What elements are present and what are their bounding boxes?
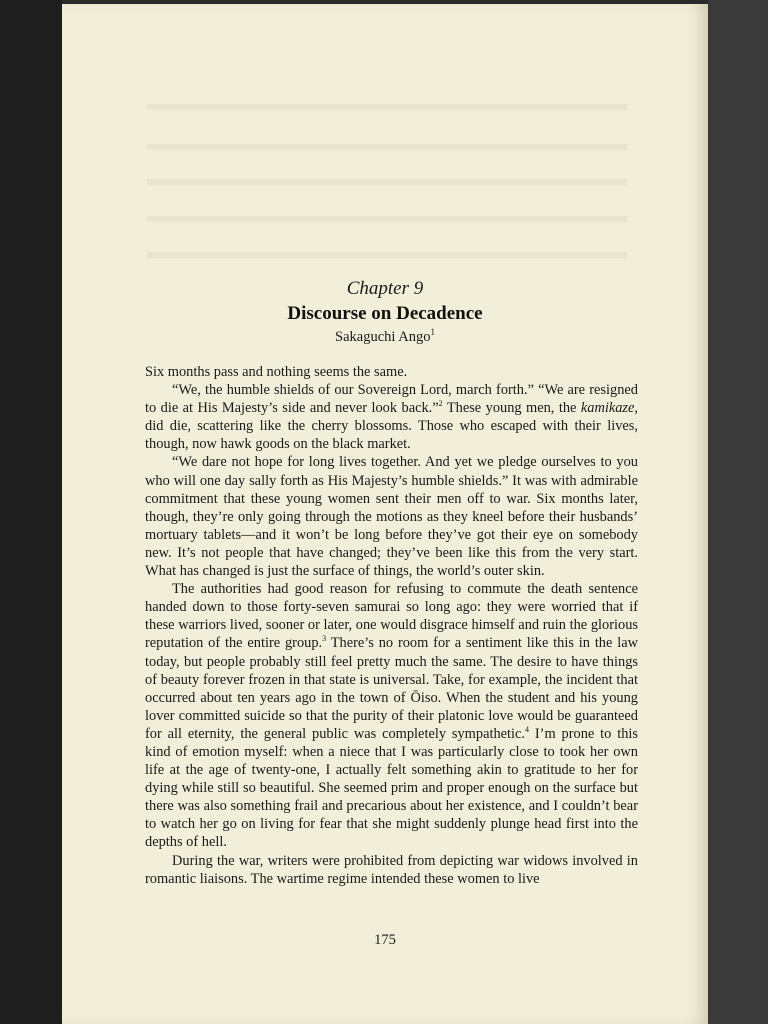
- paragraph-text: “We, the humble shields of our Sovereign Lord, march forth.” “We are resigned to die at His Majesty’s side and never look back.”: [145, 382, 638, 417]
- paragraph-text: During the war, writers were prohibited from depicting war widows involved in romantic liaisons. The wartime regime intended these women to live: [145, 852, 638, 887]
- paragraph-text: I’m prone to this kind of emotion myself: when a niece that I was particularly close to took her own life at the age of twenty-one, I actually felt something akin to gratitude to her for dying while still so beautiful. She seemed prim and proper enough on the surface but there was also something frail and precarious about her existence, and I couldn’t bear to watch her go on living for fear that she might suddenly plunge head first into the depths of hell.: [145, 725, 639, 851]
- footnote-marker: 3: [322, 634, 327, 644]
- italic-term: kamikaze: [580, 400, 635, 417]
- paragraph-text: “We dare not hope for long lives together. And yet we pledge ourselves to you who will one day sally forth as His Majesty’s humble shields.” It was with admirable commitment that these young women sent their men off to war. Six months later, though, they’re only going through the motions as they kneel before their husbands’ mortuary tablets—and it won’t be long before they’ve got their eye on somebody new. It’s not people that have changed; they’ve been like this from the very start. What has changed is just the surface of things, the world’s outer skin.: [145, 454, 638, 580]
- paragraph-text: Six months pass and nothing seems the same.: [145, 364, 408, 380]
- paragraph-text: The authorities had good reason for refusing to commute the death sentence handed down to those forty-seven samurai so long ago: they were worried that if these warriors lived, sooner or later, one would disgrace himself and ruin the glorious reputation of the entire group.: [145, 581, 638, 652]
- paragraph-text: There’s no room for a sentiment like this in the law today, but people probably still feel pretty much the same. The desire to have things of beauty forever frozen in that state is universal. Take, for example, the incident that occurred about ten years ago in the town of Ōiso. When the student and his young lover committed suicide so that the purity of their platonic love would be guaranteed for all eternity, the general public was completely sympathetic.: [145, 635, 639, 742]
- author-name: Sakaguchi Ango: [335, 328, 431, 345]
- chapter-label: Chapter 9: [346, 278, 424, 299]
- show-through-text: [147, 179, 627, 185]
- footnote-marker: 2: [438, 399, 443, 409]
- page-number: 175: [374, 932, 396, 948]
- paragraph: [145, 453, 638, 580]
- show-through-text: [147, 144, 627, 150]
- paragraph: [145, 580, 638, 851]
- show-through-text: [147, 216, 627, 222]
- scan-right-margin: [708, 0, 768, 1024]
- chapter-title: Discourse on Decadence: [287, 303, 483, 324]
- show-through-text: [147, 252, 627, 258]
- book-page: [62, 4, 708, 1024]
- paragraph: [145, 852, 638, 888]
- footnote-marker: 4: [525, 725, 530, 735]
- paragraph: [145, 363, 638, 381]
- body-text: [145, 363, 638, 888]
- show-through-text: [147, 104, 627, 110]
- paragraph-text: These young men, the: [442, 400, 581, 417]
- footnote-marker: 1: [430, 327, 435, 337]
- author-line: [62, 327, 708, 346]
- paragraph-text: , did die, scattering like the cherry blossoms. Those who escaped with their lives, though, now hawk goods on the black market.: [145, 400, 639, 453]
- paragraph: [145, 381, 638, 453]
- scan-left-margin: [0, 0, 62, 1024]
